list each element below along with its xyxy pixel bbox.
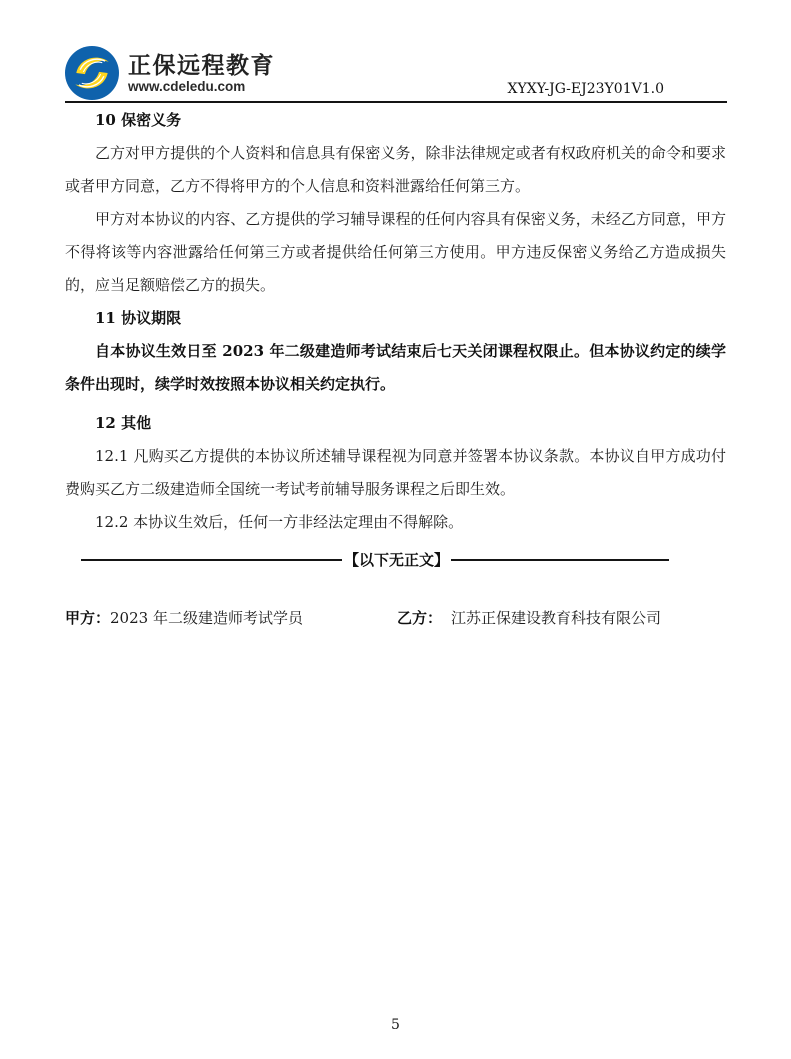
divider-label: 【以下无正文】: [344, 551, 450, 569]
brand-website: www.cdeledu.com: [128, 78, 246, 94]
divider-line-left: [81, 559, 342, 561]
section-heading-12-misc: 12 其他: [95, 414, 152, 432]
party-b-label: 乙方：: [397, 609, 443, 627]
divider-line-right: [451, 559, 669, 561]
paragraph-term-bold: 自本协议生效日至 2023 年二级建造师考试结束后七天关闭课程权限止。但本协议约定的续学条件出现时，续学时效按照本协议相关约定执行。: [65, 342, 726, 393]
page-number: 5: [391, 1017, 400, 1033]
section-heading-11-term: 11 协议期限: [95, 309, 182, 327]
document-code: XYXY-JG-EJ23Y01V1.0: [507, 81, 664, 97]
paragraph-12-1: 12.1 凡购买乙方提供的本协议所述辅导课程视为同意并签署本协议条款。本协议自甲方成功付费购买乙方二级建造师全国统一考试考前辅导服务课程之后即生效。: [65, 447, 726, 498]
party-a-signature: [65, 602, 397, 635]
no-more-text-divider: [65, 543, 726, 576]
brand-name: 正保远程教育: [128, 51, 275, 78]
cdel-swirl-logo-icon: [65, 46, 119, 100]
signature-row: [65, 602, 726, 635]
section-heading-10-confidentiality: 10 保密义务: [95, 111, 182, 129]
paragraph: 乙方对甲方提供的个人资料和信息具有保密义务，除非法律规定或者有权政府机关的命令和要求或者甲方同意，乙方不得将甲方的个人信息和资料泄露给任何第三方。: [65, 144, 726, 195]
party-b-value: 江苏正保建设教育科技有限公司: [451, 609, 662, 627]
party-a-label: 甲方：: [65, 609, 111, 627]
brand-block: [65, 46, 275, 101]
brand-text: [128, 52, 275, 95]
page-header: [65, 0, 727, 103]
paragraph: 甲方对本协议的内容、乙方提供的学习辅导课程的任何内容具有保密义务，未经乙方同意，甲方不得将该等内容泄露给任何第三方或者提供给任何第三方使用。甲方违反保密义务给乙方造成损失的，应当足额赔偿乙方的损失。: [65, 210, 726, 294]
paragraph-12-2: 12.2 本协议生效后，任何一方非经法定理由不得解除。: [95, 513, 464, 531]
contract-body: [65, 104, 726, 635]
party-a-value: 2023 年二级建造师考试学员: [110, 609, 303, 627]
party-b-signature: [397, 602, 726, 635]
